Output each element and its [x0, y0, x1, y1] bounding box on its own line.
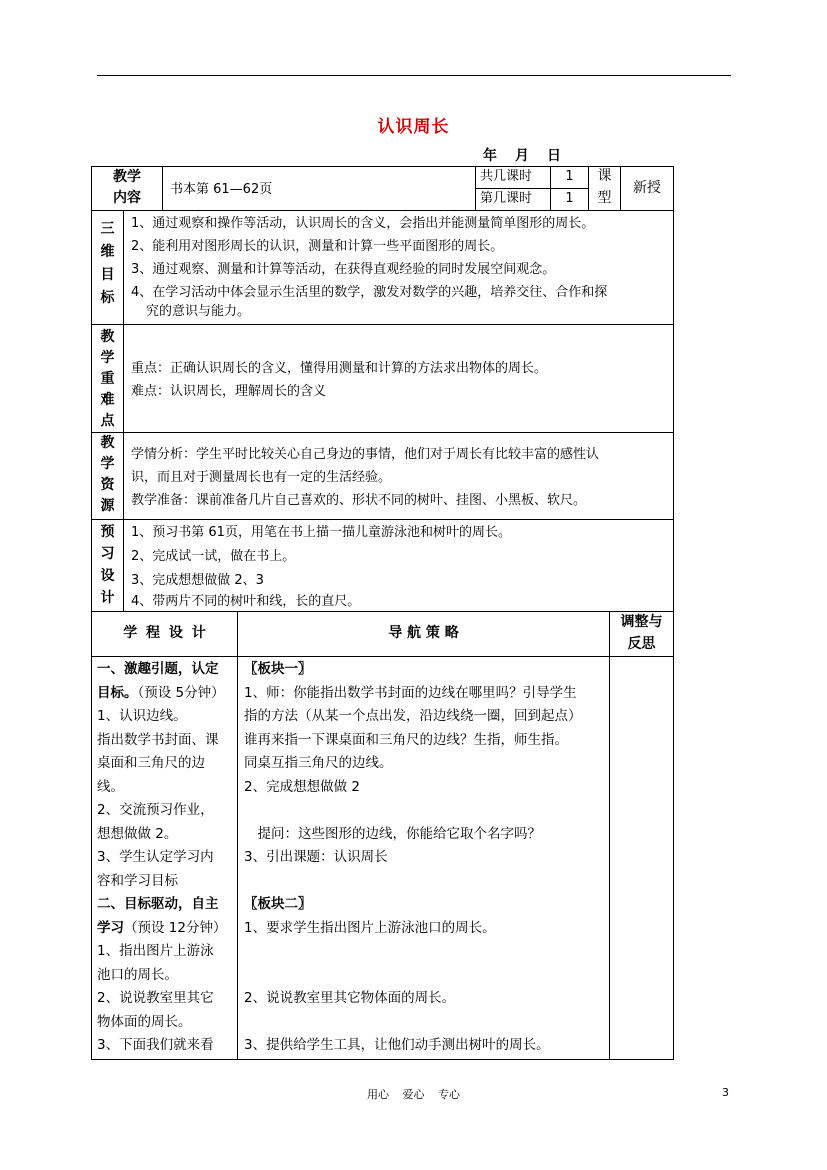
strategy-step-line: 2、完成想想做做 2 [244, 778, 360, 795]
reflection-col-header-1: 调整与 [620, 614, 663, 630]
process-step-line: 学习（预设 12分钟） [97, 919, 227, 936]
content-value: 书本第 61—62页 [170, 182, 273, 197]
process-step-line: 目标。（预设 5分钟） [97, 684, 225, 701]
objective-item: 3、通过观察、测量和计算等活动，在获得直观经验的同时发展空间观念。 [131, 262, 556, 277]
process-step-line: 1、指出图片上游泳 [97, 943, 214, 959]
process-step-line: 线。 [97, 778, 124, 795]
strategy-step-line: 同桌互指三角尺的边线。 [244, 755, 393, 771]
keypoint-item: 重点：正确认识周长的含义，懂得用测量和计算的方法求出物体的周长。 [131, 361, 548, 376]
preview-label-char: 计 [100, 590, 115, 606]
preview-label-char: 预 [100, 524, 115, 540]
objectives-label-char: 标 [100, 290, 115, 306]
strategy-step-line: 提问：这些图形的边线，你能给它取个名字吗？ [244, 825, 541, 842]
preview-item: 3、完成想想做做 2、3 [131, 573, 264, 588]
process-step-line: 物体面的周长。 [97, 1013, 192, 1030]
resource-item: 教学准备：课前准备几片自己喜欢的、形状不同的树叶、挂图、小黑板、软尺。 [131, 493, 587, 508]
resources-label-char: 源 [100, 498, 115, 514]
resource-item: 学情分析：学生平时比较关心自己身边的事情，他们对于周长有比较丰富的感性认 [131, 447, 600, 462]
objective-item: 2、能利用对图形周长的认识，测量和计算一些平面图形的周长。 [131, 239, 504, 254]
process-step-line: 指出数学书封面、课 [97, 731, 219, 748]
resources-label-char: 学 [100, 456, 115, 472]
lesson-type-label-2: 型 [597, 190, 612, 206]
page-footer: 用心 爱心 专心 [367, 1088, 460, 1101]
keypoint-item: 难点：认识周长，理解周长的含义 [131, 384, 327, 399]
objectives-label-char: 目 [100, 267, 115, 283]
strategy-step-line: 1、师：你能指出数学书封面的边线在哪里吗？引导学生 [244, 684, 577, 701]
header-rule [97, 75, 731, 76]
preview-item: 4、带两片不同的树叶和线，长的直尺。 [131, 594, 361, 609]
reflection-col-header-2: 反思 [627, 636, 656, 652]
lesson-number-value: 1 [565, 191, 574, 206]
strategy-step-line: 3、提供给学生工具，让他们动手测出树叶的周长。 [244, 1037, 550, 1053]
strategy-step-line: 3、引出课题：认识周长 [244, 849, 388, 865]
objective-item: 4、在学习活动中体会显示生活里的数学，激发对数学的兴趣，培养交往、合作和探 [131, 285, 608, 300]
process-step-line: 容和学习目标 [97, 872, 178, 889]
process-step-line: 桌面和三角尺的边 [97, 755, 205, 771]
strategy-step-line: 谁再来指一下课桌面和三角尺的边线？生指，师生指。 [244, 731, 568, 748]
strategy-step-line: 2、说说教室里其它物体面的周长。 [244, 990, 456, 1006]
lesson-type-label-1: 课 [597, 168, 612, 184]
page-number: 3 [722, 1086, 729, 1099]
keypoints-label-char: 学 [100, 350, 115, 366]
objective-item: 究的意识与能力。 [146, 304, 251, 319]
objectives-label-char: 维 [100, 244, 115, 260]
process-step-line: 2、交流预习作业， [97, 802, 214, 818]
keypoints-label-char: 难 [100, 392, 115, 408]
objective-item: 1、通过观察和操作等活动，认识周长的含义，会指出并能测量简单图形的周长。 [131, 216, 595, 231]
total-lessons-label: 共几课时 [480, 169, 533, 184]
strategy-step-line: 〖板块一〗 [244, 661, 312, 677]
preview-item: 1、预习书第 61页，用笔在书上描一描儿童游泳池和树叶的周长。 [131, 525, 511, 540]
resources-label-char: 教 [100, 435, 115, 451]
strategy-step-line: 〖板块二〗 [244, 896, 312, 912]
lesson-type-value: 新授 [633, 180, 661, 196]
objectives-label-char: 三 [100, 221, 115, 237]
resource-item: 识，而且对于测量周长也有一定的生活经验。 [131, 470, 392, 485]
lesson-number-label: 第几课时 [480, 191, 533, 206]
process-step-line: 池口的周长。 [97, 966, 178, 983]
page-title: 认识周长 [377, 117, 450, 137]
keypoints-label-char: 点 [100, 413, 115, 429]
preview-label-char: 设 [100, 568, 115, 584]
date-line: 年 月 日 [483, 148, 563, 164]
preview-item: 2、完成试一试，做在书上。 [131, 549, 296, 564]
process-step-line: 3、学生认定学习内 [97, 849, 214, 865]
resources-label-char: 资 [100, 477, 115, 493]
process-step-line: 想想做做 2。 [97, 825, 178, 842]
strategy-step-line: 指的方法（从某一个点出发，沿边线绕一圈，回到起点） [244, 708, 582, 724]
process-step-line: 1、认识边线。 [97, 708, 187, 724]
process-step-line: 二、目标驱动，自主 [97, 896, 219, 912]
process-col-header: 学 程 设 计 [123, 625, 206, 641]
preview-label-char: 习 [100, 546, 115, 562]
process-step-line: 3、下面我们就来看 [97, 1037, 214, 1053]
strategy-step-line: 1、要求学生指出图片上游泳池口的周长。 [244, 919, 496, 936]
content-label-1: 教学 [113, 169, 141, 185]
content-label-2: 内容 [113, 190, 141, 206]
total-lessons-value: 1 [565, 169, 574, 184]
process-step-line: 2、说说教室里其它 [97, 990, 214, 1006]
keypoints-label-char: 教 [100, 329, 115, 345]
process-step-line: 一、激趣引题，认定 [97, 661, 219, 677]
strategy-col-header: 导 航 策 略 [388, 625, 459, 641]
keypoints-label-char: 重 [100, 371, 115, 387]
